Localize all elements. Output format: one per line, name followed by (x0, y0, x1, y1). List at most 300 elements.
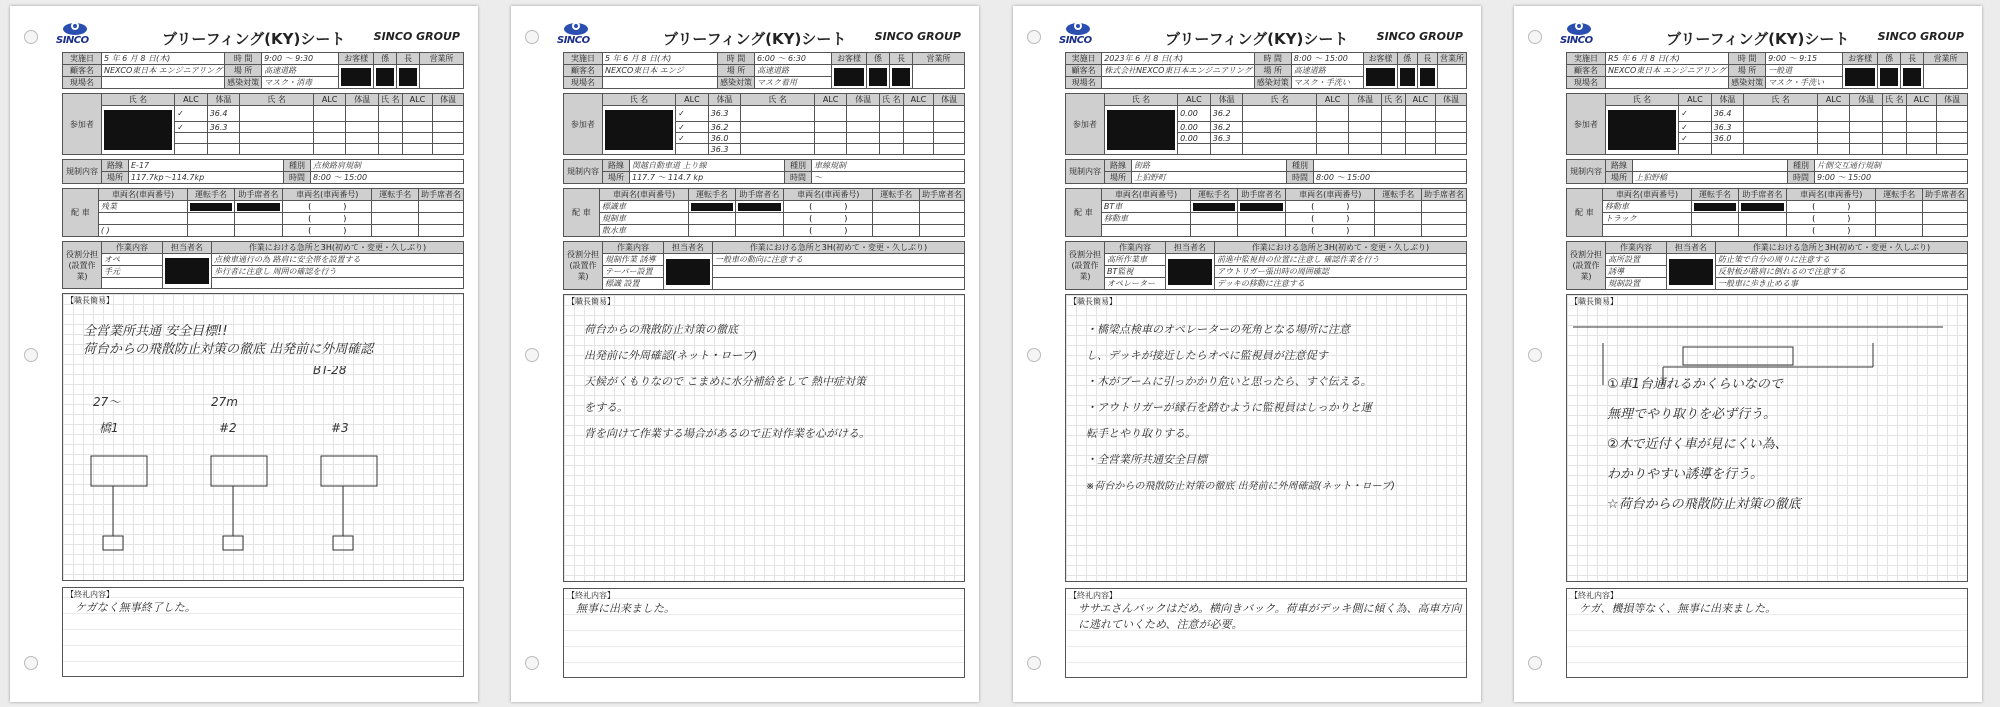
work-col: 作業内容 (102, 242, 163, 254)
points-col: 作業における急所と3H(初めて・変更・久しぶり) (1215, 242, 1467, 254)
ky-sheet (1514, 6, 1982, 702)
client-label: 顧客名 (1066, 65, 1102, 77)
role-label: 役割分担(設置作業) (63, 242, 102, 289)
truck-box (91, 456, 147, 486)
memo-line: ・木がブームに引っかかり危いと思ったら、すぐ伝える。 (1086, 375, 1372, 388)
name-col: 氏 名 (379, 94, 403, 106)
driver-col: 運転手名 (1876, 189, 1923, 201)
driver-cell (1191, 201, 1238, 213)
name-col: 氏 名 (1883, 94, 1907, 106)
date-label: 実施日 (1567, 53, 1606, 65)
route-label: 路線 (1105, 160, 1132, 172)
alc-cell (1178, 144, 1211, 155)
name-col: 氏 名 (1382, 94, 1406, 106)
alc-cell (175, 133, 208, 144)
sinco-logo (1059, 20, 1101, 48)
hour-label: 時間 (1287, 172, 1314, 184)
role-point: 歩行者に注意し 周囲の確認を行う (212, 266, 464, 278)
roles-table (1566, 241, 1968, 290)
name-col: 氏 名 (1744, 94, 1817, 106)
infection-label: 感染対策 (225, 77, 262, 89)
assistant-cell (1237, 201, 1285, 213)
temp-col: 体温 (1436, 94, 1467, 106)
sheet-header (557, 18, 965, 52)
driver-col: 運転手名 (1375, 189, 1422, 201)
attendees-label: 参加者 (63, 94, 102, 155)
where-value: 117.7kp〜114.7kp (129, 172, 284, 184)
binder-hole (525, 348, 539, 362)
hour-label: 時間 (1788, 172, 1815, 184)
alc-col: ALC (676, 94, 709, 106)
route-value: 街路 (1132, 160, 1287, 172)
group-name: SINCO GROUP (1877, 30, 1964, 43)
role-work: 手元 (102, 266, 163, 278)
infection-value: マスク着用 (755, 77, 832, 89)
alc-cell: ✓ (676, 133, 709, 144)
alc-col: ALC (1906, 94, 1937, 106)
final-label: 【終礼内容】 (66, 590, 114, 599)
memo-line: 背を向けて作業する場合があるので正対作業を心がける。 (584, 427, 870, 440)
binder-hole (525, 30, 539, 44)
temp-col: 体温 (1850, 94, 1883, 106)
site-label: 現場名 (63, 77, 102, 89)
where-label: 場所 (603, 172, 630, 184)
alc-cell: ✓ (1679, 122, 1712, 133)
sketch-label: #3 (331, 421, 349, 435)
road-lines (1573, 327, 1943, 385)
sheet-header (1560, 18, 1968, 52)
name-col: 氏 名 (880, 94, 904, 106)
driver-cell (1692, 201, 1739, 213)
hours-value: 〜 (812, 172, 965, 184)
kind-value (1314, 160, 1467, 172)
car-cell: 移動車 (1602, 201, 1691, 213)
sinco-logo (1560, 20, 1602, 48)
temp-cell: 36.3 (1711, 122, 1744, 133)
memo-line: ・アウトリガーが縁石を踏むように監視員はしっかりと運 (1086, 401, 1372, 414)
binder-hole (1027, 30, 1041, 44)
role-point: 一般車の動向に注意する (713, 254, 965, 266)
sinco-logo (56, 20, 98, 48)
temp-cell (1711, 144, 1744, 155)
assistant-col: 助手席者名 (1422, 189, 1467, 201)
binder-hole (1528, 30, 1542, 44)
attendee-name (1104, 106, 1177, 155)
customer-label: お客様 (339, 53, 374, 65)
group-name: SINCO GROUP (1376, 30, 1463, 43)
memo-line: ☆荷台からの飛散防止対策の徹底 (1607, 497, 1801, 512)
final-text: ササエさんバックはだめ。横向きバック。荷車がデッキ側に傾く為、高車方向に逃れていくため、注意が必要。 (1078, 602, 1462, 631)
roles-table (62, 241, 464, 289)
hours-value: 8:00 〜 15:00 (1314, 172, 1467, 184)
alc-cell (175, 144, 208, 155)
role-staff (664, 254, 713, 290)
customer-stamp (1364, 65, 1397, 89)
infection-label: 感染対策 (718, 77, 755, 89)
regulation-label: 規制内容 (564, 160, 603, 184)
temp-cell: 36.3 (1210, 133, 1243, 144)
where-value: 上狛野橋 (1633, 172, 1788, 184)
truck-box (321, 456, 377, 486)
role-work: 高所設置 (1606, 254, 1667, 266)
name-col: 氏 名 (602, 94, 675, 106)
temp-col: 体温 (1349, 94, 1382, 106)
vehicle-table: 配 車 車両名(車両番号) 運転手名 助手席者名 車両名(車両番号) 運転手名 助手席者名 標識車 ( ) 規制車 ( ) 散水車 ( ) (563, 188, 965, 237)
role-point (713, 266, 965, 278)
role-work (102, 278, 163, 289)
binder-hole (525, 656, 539, 670)
office-stamp (420, 65, 464, 89)
car-col: 車両名(車両番号) (1101, 189, 1190, 201)
site-label: 現場名 (564, 77, 603, 89)
temp-cell: 36.2 (1210, 122, 1243, 133)
role-label: 役割分担(設置作業) (1066, 242, 1105, 290)
name-col: 氏 名 (741, 94, 814, 106)
info-table (62, 52, 464, 89)
assistant-col: 助手席者名 (419, 189, 464, 201)
infection-value: マスク・手洗い (1291, 77, 1364, 89)
date-label: 実施日 (564, 53, 603, 65)
memo-line: 出発前に外周確認(ネット・ロープ) (584, 349, 758, 362)
hour-label: 時間 (284, 172, 311, 184)
car-cell (1101, 225, 1190, 237)
chief-stamp (1901, 65, 1924, 89)
final-box (563, 588, 965, 678)
work-col: 作業内容 (603, 242, 664, 254)
chief-stamp (1417, 65, 1437, 89)
name-col: 氏 名 (1243, 94, 1316, 106)
final-box (1065, 588, 1467, 678)
vehicle-table: 配 車 車両名(車両番号) 運転手名 助手席者名 車両名(車両番号) 運転手名 助手席者名 残業 ( ) ( ) ( ) ( ) (62, 188, 464, 237)
alc-col: ALC (903, 94, 934, 106)
site-value (1606, 77, 1729, 89)
role-staff (1667, 254, 1716, 290)
temp-col: 体温 (207, 94, 240, 106)
route-label: 路線 (603, 160, 630, 172)
alc-cell: ✓ (676, 106, 709, 122)
car-col: 車両名(車両番号) (784, 189, 873, 201)
chief-label: 長 (1417, 53, 1437, 65)
kind-value: 片側交互通行規制 (1815, 160, 1968, 172)
section-chief-stamp (867, 65, 890, 89)
section-chief-stamp (1397, 65, 1417, 89)
alc-cell (676, 144, 709, 155)
kind-label: 種別 (284, 160, 311, 172)
chief-label: 長 (890, 53, 913, 65)
staff-col: 担当者名 (664, 242, 713, 254)
role-label: 役割分担(設置作業) (564, 242, 603, 290)
name-col: 氏 名 (240, 94, 313, 106)
place-value: 一般道 (1766, 65, 1843, 77)
memo-box (563, 294, 965, 582)
binder-hole (24, 348, 38, 362)
office-label: 営業所 (913, 53, 965, 65)
sheet-title: ブリーフィング(KY)シート (1165, 30, 1349, 48)
temp-cell (207, 133, 240, 144)
alc-col: ALC (814, 94, 847, 106)
alc-col: ALC (1405, 94, 1436, 106)
temp-cell: 36.2 (1210, 106, 1243, 122)
work-col: 作業内容 (1105, 242, 1166, 254)
site-value (102, 77, 225, 89)
where-label: 場所 (1105, 172, 1132, 184)
alc-col: ALC (313, 94, 346, 106)
attendees-label: 参加者 (1567, 94, 1606, 155)
alc-cell: ✓ (175, 106, 208, 122)
kind-value: 車線規制 (812, 160, 965, 172)
role-work: 高所作業車 (1105, 254, 1166, 266)
time-label: 時 間 (1254, 53, 1291, 65)
logo-text: SINCO (56, 35, 89, 46)
info-table (1065, 52, 1467, 89)
memo-line: 荷台からの飛散防止対策の徹底 出発前に外周確認 (83, 342, 374, 357)
attendees-table (1065, 93, 1467, 155)
car-col: 車両名(車両番号) (98, 189, 187, 201)
sheet-title: ブリーフィング(KY)シート (162, 30, 346, 48)
vehicle-label: 配 車 (1567, 189, 1603, 237)
temp-col: 体温 (1937, 94, 1968, 106)
sketch-label: BT-28 (313, 366, 347, 377)
assistant-col: 助手席者名 (735, 189, 783, 201)
attendees-label: 参加者 (1066, 94, 1105, 155)
role-work: オペ (102, 254, 163, 266)
car-cell: 規制車 (599, 213, 688, 225)
driver-col: 運転手名 (372, 189, 419, 201)
car-cell: ( ) (98, 225, 187, 237)
client-label: 顧客名 (1567, 65, 1606, 77)
car-cell: BT車 (1101, 201, 1190, 213)
time-value: 9:00 〜 9:30 (262, 53, 339, 65)
alc-cell: 0.00 (1178, 106, 1211, 122)
regulation-table (1065, 159, 1467, 184)
name-col: 氏 名 (1605, 94, 1678, 106)
alc-cell: ✓ (1679, 133, 1712, 144)
final-box (1566, 588, 1968, 678)
base-box (103, 536, 123, 550)
driver-cell (188, 201, 235, 213)
staff-col: 担当者名 (163, 242, 212, 254)
attendee-name (1605, 106, 1678, 155)
section-chief-label: 係 (867, 53, 890, 65)
alc-col: ALC (1178, 94, 1211, 106)
sketch-label: 27〜 (93, 395, 121, 409)
kind-label: 種別 (1788, 160, 1815, 172)
memo-line: 天候がくもりなので こまめに水分補給をして 熱中症対策 (584, 375, 866, 388)
memo-box (62, 293, 464, 581)
name-col: 氏 名 (101, 94, 174, 106)
alc-cell: ✓ (175, 122, 208, 133)
role-work: 標識 設置 (603, 278, 664, 290)
attendees-table (563, 93, 965, 155)
place-label: 場 所 (1254, 65, 1291, 77)
alc-cell: ✓ (1679, 106, 1712, 122)
route-value: E-17 (129, 160, 284, 172)
driver-col: 運転手名 (1692, 189, 1739, 201)
time-label: 時 間 (1729, 53, 1766, 65)
points-col: 作業における急所と3H(初めて・変更・久しぶり) (212, 242, 464, 254)
role-point (713, 278, 965, 290)
driver-cell (689, 201, 736, 213)
ky-sheet (1013, 6, 1481, 702)
temp-col: 体温 (1711, 94, 1744, 106)
binder-hole (1027, 348, 1041, 362)
date-value: R5 年 6 月 8 日(木) (1606, 53, 1729, 65)
infection-label: 感染対策 (1254, 77, 1291, 89)
car-cell: 散水車 (599, 225, 688, 237)
section-chief-label: 係 (1878, 53, 1901, 65)
customer-label: お客様 (832, 53, 867, 65)
place-label: 場 所 (718, 65, 755, 77)
final-label: 【終礼内容】 (1069, 591, 1117, 600)
date-value: 5 年 6 月 8 日(木) (603, 53, 718, 65)
sheet-header (1059, 18, 1467, 52)
chief-label: 長 (397, 53, 420, 65)
driver-col: 運転手名 (188, 189, 235, 201)
time-label: 時 間 (718, 53, 755, 65)
kind-label: 種別 (785, 160, 812, 172)
temp-col: 体温 (346, 94, 379, 106)
work-zone (1683, 347, 1793, 365)
temp-cell: 36.3 (708, 144, 741, 155)
staff-col: 担当者名 (1667, 242, 1716, 254)
assistant-cell (234, 201, 282, 213)
final-box (62, 587, 464, 677)
vehicle-table: 配 車 車両名(車両番号) 運転手名 助手席者名 車両名(車両番号) 運転手名 助手席者名 移動車 ( ) トラック ( ) ( ) (1566, 188, 1968, 237)
section-chief-stamp (1878, 65, 1901, 89)
memo-label: 【職長簡易】 (1069, 297, 1117, 306)
route-value (1633, 160, 1788, 172)
infection-value: マスク・手洗い (1766, 77, 1843, 89)
route-label: 路線 (102, 160, 129, 172)
temp-col: 体温 (847, 94, 880, 106)
temp-cell (1210, 144, 1243, 155)
alc-col: ALC (175, 94, 208, 106)
regulation-table (1566, 159, 1968, 184)
alc-col: ALC (1817, 94, 1850, 106)
role-work: 誘導 (1606, 266, 1667, 278)
temp-cell: 36.3 (708, 106, 741, 122)
vehicle-label: 配 車 (63, 189, 99, 237)
customer-stamp (832, 65, 867, 89)
temp-col: 体温 (1210, 94, 1243, 106)
driver-col: 運転手名 (1191, 189, 1238, 201)
client-label: 顧客名 (564, 65, 603, 77)
car-col: 車両名(車両番号) (599, 189, 688, 201)
binder-hole (1528, 656, 1542, 670)
temp-cell: 36.0 (1711, 133, 1744, 144)
infection-value: マスク・消毒 (262, 77, 339, 89)
assistant-col: 助手席者名 (1738, 189, 1786, 201)
office-stamp (913, 65, 965, 89)
assistant-cell (1738, 201, 1786, 213)
memo-label: 【職長簡易】 (66, 296, 114, 305)
binder-hole (24, 30, 38, 44)
role-point: 一般車に歩き止める事 (1716, 278, 1968, 290)
name-col: 氏 名 (1104, 94, 1177, 106)
vehicle-label: 配 車 (564, 189, 600, 237)
memo-line: ・橋梁点検車のオペレーターの死角となる場所に注意 (1086, 323, 1350, 336)
alc-cell (1679, 144, 1712, 155)
sheet-title: ブリーフィング(KY)シート (1666, 30, 1850, 48)
customer-label: お客様 (1364, 53, 1397, 65)
group-name: SINCO GROUP (373, 30, 460, 43)
memo-label: 【職長簡易】 (567, 297, 615, 306)
vehicle-table: 配 車 車両名(車両番号) 運転手名 助手席者名 車両名(車両番号) 運転手名 助手席者名 BT車 ( ) 移動車 ( ) ( ) (1065, 188, 1467, 237)
memo-line: ※荷台からの飛散防止対策の徹底 出発前に外周確認(ネット・ロープ) (1086, 481, 1395, 492)
memo-line: わかりやすい誘導を行う。 (1607, 467, 1764, 482)
base-box (333, 536, 353, 550)
site-label: 現場名 (1066, 77, 1102, 89)
alc-col: ALC (1316, 94, 1349, 106)
car-col: 車両名(車両番号) (1787, 189, 1876, 201)
role-work: BT監視 (1105, 266, 1166, 278)
car-cell (1602, 225, 1691, 237)
place-value: 高速道路 (1291, 65, 1364, 77)
temp-col: 体温 (934, 94, 965, 106)
memo-line: をする。 (584, 401, 628, 414)
hours-value: 8:00 〜 15:00 (311, 172, 464, 184)
temp-col: 体温 (433, 94, 464, 106)
where-value: 117.7 〜 114.7 kp (630, 172, 785, 184)
date-value: 2023年 6 月 8 日(木) (1102, 53, 1255, 65)
regulation-label: 規制内容 (1066, 160, 1105, 184)
binder-hole (1027, 656, 1041, 670)
car-cell: 移動車 (1101, 213, 1190, 225)
route-value: 関越自動車道 上り線 (630, 160, 785, 172)
place-value: 高速道路 (755, 65, 832, 77)
section-chief-label: 係 (374, 53, 397, 65)
client-value: NEXCO東日本 エンジニアリング (102, 65, 225, 77)
kind-value: 点検路肩規制 (311, 160, 464, 172)
logo-text: SINCO (1059, 35, 1092, 46)
role-work: オペレーター (1105, 278, 1166, 290)
hour-label: 時間 (785, 172, 812, 184)
final-text: ケガなく無事終了した。 (75, 601, 196, 614)
work-col: 作業内容 (1606, 242, 1667, 254)
car-cell: トラック (1602, 213, 1691, 225)
temp-cell: 36.3 (207, 122, 240, 133)
role-point: 点検車通行の為 路肩に安全帯を設置する (212, 254, 464, 266)
memo-line: ②木で近付く車が見にくい為、 (1607, 437, 1788, 452)
customer-stamp (339, 65, 374, 89)
alc-cell: 0.00 (1178, 133, 1211, 144)
office-stamp (1438, 65, 1467, 89)
client-value: 株式会社NEXCO東日本エンジニアリング (1102, 65, 1255, 77)
logo-text: SINCO (1560, 35, 1593, 46)
where-label: 場所 (102, 172, 129, 184)
role-work: 規制設置 (1606, 278, 1667, 290)
sinco-logo (557, 20, 599, 48)
site-value (1102, 77, 1255, 89)
final-label: 【終礼内容】 (567, 591, 615, 600)
sketch-label: 27m (211, 395, 238, 409)
final-label: 【終礼内容】 (1570, 591, 1618, 600)
chief-stamp (890, 65, 913, 89)
client-label: 顧客名 (63, 65, 102, 77)
alc-col: ALC (1679, 94, 1712, 106)
alc-cell: ✓ (676, 122, 709, 133)
assistant-col: 助手席者名 (1923, 189, 1968, 201)
role-point: アウトリガー張出時の周囲確認 (1215, 266, 1467, 278)
hours-value: 9:00 〜 15:00 (1815, 172, 1968, 184)
client-value: NEXCO東日本 エンジニアリング (1606, 65, 1729, 77)
memo-box (1566, 294, 1968, 582)
driver-col: 運転手名 (689, 189, 736, 201)
alc-cell: 0.00 (1178, 122, 1211, 133)
alc-col: ALC (402, 94, 433, 106)
sheet-title: ブリーフィング(KY)シート (663, 30, 847, 48)
temp-cell: 36.0 (708, 133, 741, 144)
